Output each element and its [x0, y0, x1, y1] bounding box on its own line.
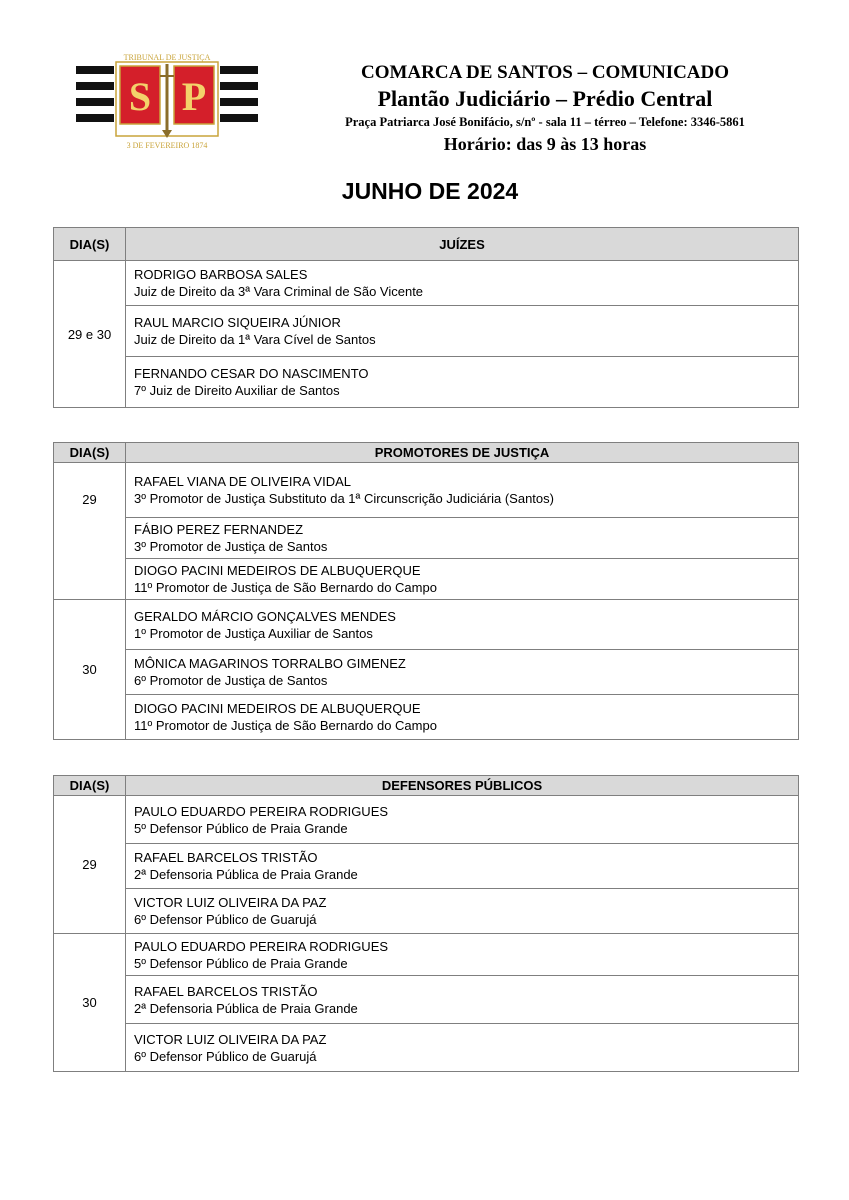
person-name: VICTOR LUIZ OLIVEIRA DA PAZ: [134, 895, 327, 910]
judges-table: [53, 227, 799, 408]
person-cell: [126, 976, 799, 1024]
table-row: [54, 1024, 799, 1072]
header-subtitle: Plantão Judiciário – Prédio Central: [377, 86, 713, 111]
person-name: FERNANDO CESAR DO NASCIMENTO: [134, 366, 369, 381]
day-cell: 29: [54, 463, 126, 600]
person-cell: [126, 934, 799, 976]
person-name: RAFAEL BARCELOS TRISTÃO: [134, 850, 318, 865]
person-cell: [126, 357, 799, 408]
person-role: 11º Promotor de Justiça de São Bernardo do Campo: [134, 718, 437, 733]
header-hours: Horário: das 9 às 13 horas: [443, 134, 647, 154]
table-row: [54, 695, 799, 740]
table-header-row: [54, 228, 799, 261]
person-name: DIOGO PACINI MEDEIROS DE ALBUQUERQUE: [134, 701, 421, 716]
person-role: 1º Promotor de Justiça Auxiliar de Santos: [134, 625, 373, 641]
person-role: 6º Defensor Público de Guarujá: [134, 1048, 317, 1064]
person-cell: [126, 463, 799, 518]
day-cell: 29: [54, 796, 126, 934]
table-row: [54, 650, 799, 695]
table-row: [54, 934, 799, 976]
person-name: RODRIGO BARBOSA SALES: [134, 267, 308, 282]
person-name: VICTOR LUIZ OLIVEIRA DA PAZ: [134, 1031, 327, 1047]
person-cell: [126, 695, 799, 740]
person-role: 3º Promotor de Justiça de Santos: [134, 539, 328, 554]
person-cell: [126, 559, 799, 600]
table-header-row: [54, 776, 799, 796]
logo-top-text: TRIBUNAL DE JUSTIÇA: [123, 53, 211, 62]
person-cell: [126, 650, 799, 695]
table-row: [54, 600, 799, 650]
table-header-row: [54, 443, 799, 463]
person-role: 6º Promotor de Justiça de Santos: [134, 673, 328, 688]
table-row: [54, 357, 799, 408]
person-cell: [126, 306, 799, 357]
table-row: [54, 306, 799, 357]
table-row: [54, 889, 799, 934]
person-role: Juiz de Direito da 1ª Vara Cível de Santos: [134, 332, 376, 347]
person-name: DIOGO PACINI MEDEIROS DE ALBUQUERQUE: [134, 563, 421, 578]
table-row: [54, 796, 799, 844]
person-cell: [126, 844, 799, 889]
table-row: [54, 518, 799, 559]
col-day-header: DIA(S): [54, 443, 126, 463]
table-row: [54, 261, 799, 306]
logo-letter-p: P: [181, 74, 207, 119]
header-block: [290, 60, 800, 156]
person-cell: [126, 1024, 799, 1072]
defenders-table: [53, 775, 799, 1072]
person-role: 5º Defensor Público de Praia Grande: [134, 820, 348, 836]
col-prosecutors-header: PROMOTORES DE JUSTIÇA: [126, 443, 799, 463]
person-cell: [126, 796, 799, 844]
person-role: 3º Promotor de Justiça Substituto da 1ª Circunscrição Judiciária (Santos): [134, 491, 554, 506]
col-day-header: DIA(S): [54, 228, 126, 261]
table-row: [54, 559, 799, 600]
person-name: PAULO EDUARDO PEREIRA RODRIGUES: [134, 938, 389, 954]
day-cell: 30: [54, 934, 126, 1072]
person-cell: [126, 261, 799, 306]
person-name: RAFAEL VIANA DE OLIVEIRA VIDAL: [134, 474, 351, 489]
person-cell: [126, 600, 799, 650]
person-role: 7º Juiz de Direito Auxiliar de Santos: [134, 383, 340, 398]
col-day-header: DIA(S): [54, 776, 126, 796]
tjsp-logo: [76, 52, 258, 152]
person-name: RAFAEL BARCELOS TRISTÃO: [134, 983, 318, 999]
header-title: COMARCA DE SANTOS – COMUNICADO: [360, 62, 730, 83]
prosecutors-table: [53, 442, 799, 740]
header-address: Praça Patriarca José Bonifácio, s/nº - sala 11 – térreo – Telefone: 3346-5861: [345, 115, 745, 129]
person-name: MÔNICA MAGARINOS TORRALBO GIMENEZ: [134, 656, 406, 671]
day-cell: 29 e 30: [54, 261, 126, 408]
person-name: RAUL MARCIO SIQUEIRA JÚNIOR: [134, 315, 341, 330]
person-cell: [126, 518, 799, 559]
table-row: [54, 463, 799, 518]
person-role: 5º Defensor Público de Praia Grande: [134, 955, 348, 971]
person-cell: [126, 889, 799, 934]
logo-letter-s: S: [128, 74, 152, 119]
person-role: 6º Defensor Público de Guarujá: [134, 912, 317, 927]
col-defenders-header: DEFENSORES PÚBLICOS: [126, 776, 799, 796]
table-row: [54, 844, 799, 889]
person-role: 2ª Defensoria Pública de Praia Grande: [134, 867, 358, 882]
person-name: FÁBIO PEREZ FERNANDEZ: [134, 522, 304, 537]
person-role: Juiz de Direito da 3ª Vara Criminal de São Vicente: [134, 284, 424, 299]
day-cell: 30: [54, 600, 126, 740]
table-row: [54, 976, 799, 1024]
person-role: 11º Promotor de Justiça de São Bernardo do Campo: [134, 580, 437, 595]
person-role: 2ª Defensoria Pública de Praia Grande: [134, 1000, 358, 1016]
col-judges-header: JUÍZES: [126, 228, 799, 261]
logo-bottom-text: 3 DE FEVEREIRO 1874: [126, 141, 208, 150]
person-name: GERALDO MÁRCIO GONÇALVES MENDES: [134, 608, 396, 624]
month-title: JUNHO DE 2024: [341, 178, 519, 204]
person-name: PAULO EDUARDO PEREIRA RODRIGUES: [134, 803, 389, 819]
